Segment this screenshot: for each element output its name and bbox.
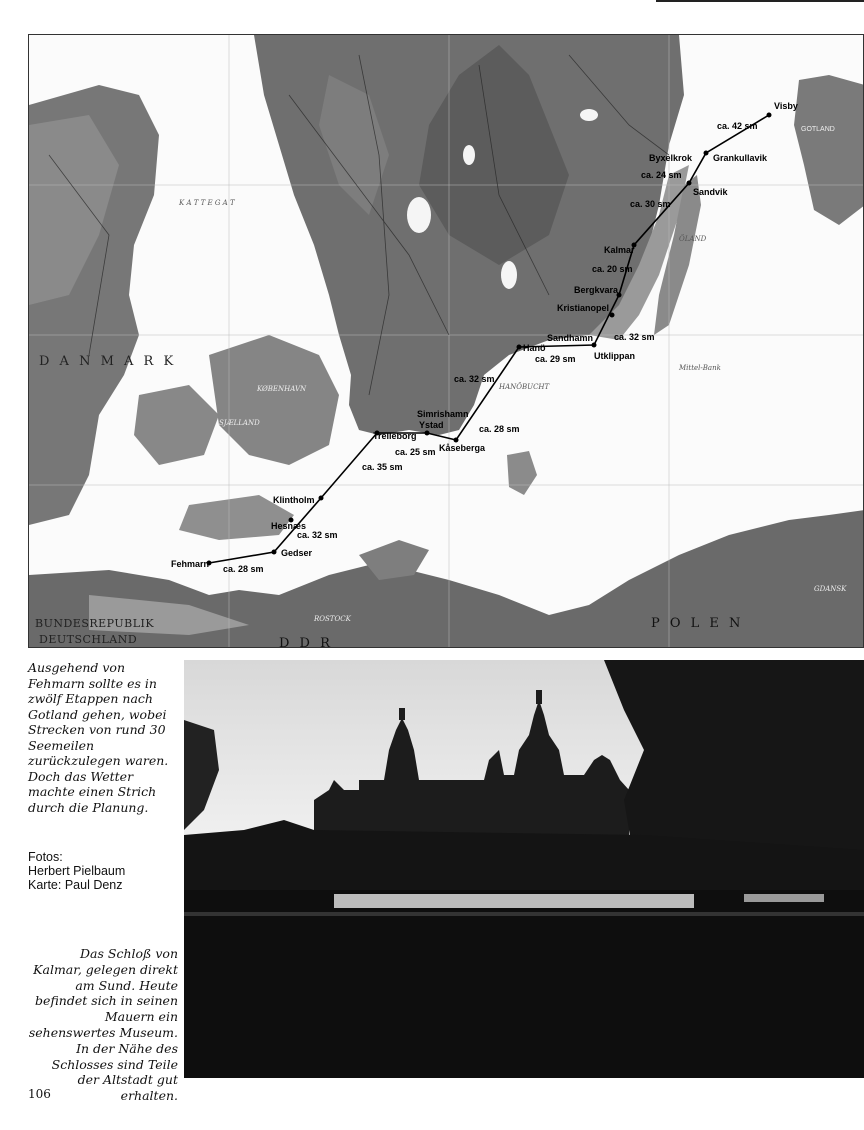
label-polen: P O L E N <box>651 616 744 631</box>
stop-trelleborg: Trelleborg <box>373 431 417 441</box>
photo-caption: Das Schloß von Kalmar, gelegen direkt am Sund. Heute befindet sich in seinen Mauern ein sehenswertes Museum. In der Nähe des Schlosses sind Teile der Altstadt gut erhalten. <box>28 946 178 1104</box>
top-rule <box>656 0 864 2</box>
stop-gedser: Gedser <box>281 548 313 558</box>
label-brd-1: BUNDESREPUBLIK <box>35 617 155 630</box>
dist-gedser-klintholm: ca. 32 sm <box>297 530 338 540</box>
label-gotland: GOTLAND <box>801 126 835 133</box>
dist-byxelkrok-sandvik: ca. 24 sm <box>641 170 682 180</box>
dist-visby-grankullavik: ca. 42 sm <box>717 121 758 131</box>
stop-ystad: Ystad <box>419 420 444 430</box>
label-brd-2: DEUTSCHLAND <box>39 633 138 646</box>
label-kattegat: K A T T E G A T <box>179 199 235 207</box>
credits-line-2: Herbert Pielbaum <box>28 864 126 878</box>
label-ddr: D D R <box>279 636 333 648</box>
route-map <box>28 34 864 648</box>
credits-line-3: Karte: Paul Denz <box>28 878 123 892</box>
photo-credits <box>28 850 178 892</box>
stop-byxelkrok: Byxelkrok <box>649 153 693 163</box>
dist-klintholm-trelleborg: ca. 35 sm <box>362 462 403 472</box>
dist-sandhamn-utklippan: ca. 32 sm <box>614 332 655 342</box>
dist-hano-utklippan: ca. 29 sm <box>535 354 576 364</box>
label-kobenhavn: KØBENHAVN <box>257 385 307 393</box>
stop-kaseberga: Kåseberga <box>439 443 486 453</box>
label-oland: ÖLAND <box>679 235 707 243</box>
dist-sandvik-kalmar: ca. 30 sm <box>630 199 671 209</box>
dist-trelleborg-ystad: ca. 25 sm <box>395 447 436 457</box>
stop-hesnas: Hesnæs <box>271 521 307 531</box>
stop-sandhamn: Sandhamn <box>547 333 594 343</box>
stop-klintholm: Klintholm <box>273 495 315 505</box>
dist-fehmarn-gedser: ca. 28 sm <box>223 564 264 574</box>
stop-utklippan: Utklippan <box>594 351 636 361</box>
dist-hano-simrishamn: ca. 32 sm <box>454 374 495 384</box>
label-hanobucht: HANÖBUCHT <box>499 383 550 391</box>
stop-kalmar: Kalmar <box>604 245 635 255</box>
label-sjaelland: SJÆLLAND <box>219 419 260 427</box>
map-caption: Ausgehend von Fehmarn sollte es in zwölf Etappen nach Gotland gehen, wobei Strecken von rund 30 Seemeilen zurückzulegen waren. Doch das Wetter machte einen Strich durch die Planung. <box>28 660 169 815</box>
page-number: 106 <box>28 1087 51 1101</box>
label-rostock: ROSTOCK <box>314 615 351 623</box>
stop-visby: Visby <box>774 101 798 111</box>
stop-grankullavik: Grankullavik <box>713 153 768 163</box>
dist-kalmar-bergkvara: ca. 20 sm <box>592 264 633 274</box>
credits-line-1: Fotos: <box>28 850 63 864</box>
label-gdansk: GDANSK <box>814 585 847 593</box>
stop-bergkvara: Bergkvara <box>574 285 619 295</box>
label-danmark: D A N M A R K <box>39 354 177 369</box>
dist-ystad-kaseberga: ca. 28 sm <box>479 424 520 434</box>
stop-hano: Hanö <box>523 343 546 353</box>
kalmar-castle-photo <box>184 660 864 1078</box>
stop-sandvik: Sandvik <box>693 187 728 197</box>
stop-fehmarn: Fehmarn <box>171 559 210 569</box>
stop-kristianopel: Kristianopel <box>557 303 610 313</box>
stop-simrishamn: Simrishamn <box>417 409 469 419</box>
label-mittelbank: Mittel-Bank <box>679 364 721 372</box>
